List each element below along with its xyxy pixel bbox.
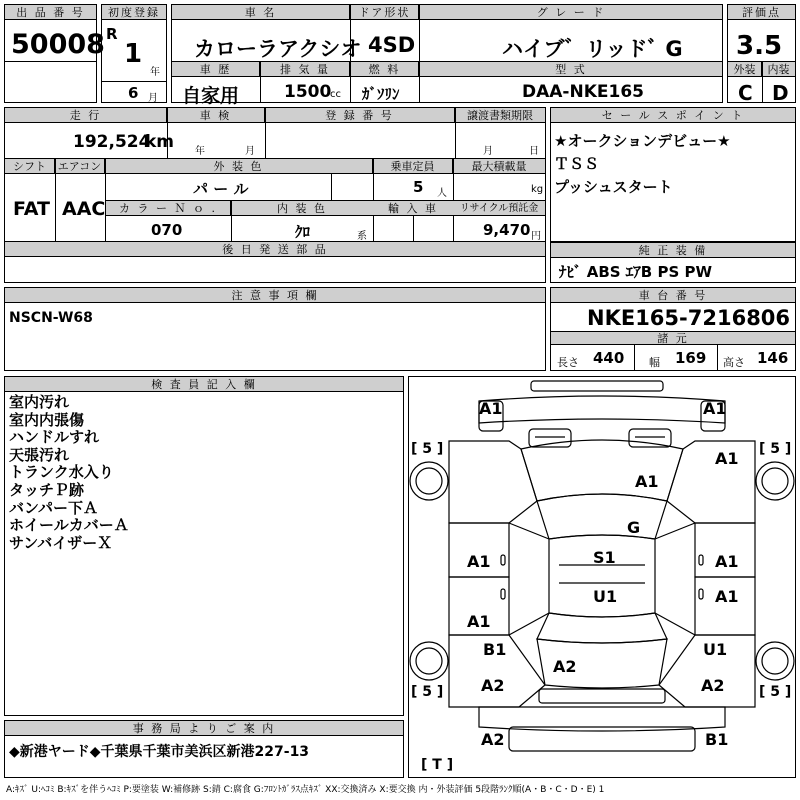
tire-mark-rear-right: [ 5 ]: [759, 684, 792, 700]
transfer-label: 譲渡書類期限: [455, 108, 545, 123]
tire-mark-rear-left: [ 5 ]: [411, 684, 444, 700]
fuel: ｶﾞｿﾘﾝ: [362, 85, 400, 103]
history: 自家用: [182, 85, 240, 107]
model-label: 型 式: [420, 62, 722, 77]
chassis-label: 車 台 番 号: [551, 288, 795, 303]
inspector-label: 検 査 員 記 入 欄: [5, 377, 403, 392]
office-box: [4, 720, 404, 778]
year-unit: 年: [150, 67, 160, 78]
sales-point-item: プッシュスタート: [554, 178, 673, 196]
recycle-unit: 円: [531, 231, 541, 242]
displacement: 1500: [284, 82, 332, 102]
later-parts-label: 後 日 発 送 部 品: [5, 242, 545, 257]
score: 3.5: [736, 31, 783, 61]
mark-bumper-left: A2: [481, 730, 505, 749]
ac-label: エアコン: [55, 159, 105, 174]
score-label: 評価点: [728, 5, 795, 20]
mark-front-right: A1: [703, 399, 727, 418]
recycle-label: リサイクル預託金: [453, 201, 545, 216]
length: 440: [593, 349, 625, 367]
inspector-item: トランク水入り: [9, 463, 114, 482]
load-unit: kg: [531, 184, 544, 195]
grade: ハイブ゛リッドﾞ G: [502, 37, 683, 61]
mark-front-left: A1: [479, 399, 503, 418]
sales-point-item: ★オークションデビュー★: [554, 132, 731, 150]
capacity-unit: 人: [437, 188, 447, 199]
mark-hood: A1: [635, 472, 659, 491]
chassis-number: NKE165-7216806: [587, 306, 791, 330]
int-score: D: [772, 81, 789, 105]
transfer-month-unit: 月: [483, 146, 493, 157]
score-box: [727, 4, 796, 103]
ext-score: C: [738, 81, 753, 105]
car-diagram: [409, 377, 795, 777]
width: 169: [675, 349, 707, 367]
sales-points-box: [550, 107, 796, 242]
mark-roof-rear: U1: [593, 587, 618, 606]
mark-right-rear-fender: U1: [703, 640, 728, 659]
recycle-amount: 9,470: [483, 221, 531, 239]
car-name: カローラアクシオ: [194, 37, 362, 61]
mark-trunk: A2: [553, 657, 577, 676]
grade-label: グ レ ー ド: [420, 5, 722, 20]
ext-color: パ ー ル: [193, 180, 249, 198]
era: R: [106, 25, 118, 43]
office-label: 事 務 局 よ り ご 案 内: [5, 721, 403, 736]
displacement-label: 排 気 量: [261, 62, 350, 77]
spec-box: [4, 107, 546, 283]
inspector-item: 室内汚れ: [9, 393, 70, 411]
inspector-item: ハンドルすれ: [9, 428, 100, 447]
insp-month-unit: 月: [245, 146, 255, 157]
regno-label: 登 録 番 号: [265, 108, 455, 123]
notes-value: NSCN-W68: [9, 310, 93, 326]
transfer-day-unit: 日: [529, 146, 539, 157]
inspector-item: バンパー下Ａ: [9, 498, 98, 517]
inspection-label: 車 検: [167, 108, 265, 123]
notes-box: [4, 287, 546, 371]
office-value: ◆新港ヤード◆千葉県千葉市美浜区新港227-13: [9, 744, 310, 760]
first-reg-label: 初度登録: [102, 5, 166, 20]
lot-box: [4, 4, 105, 103]
equipment-label: 純 正 装 備: [551, 243, 795, 258]
mark-left-rear-fender: B1: [483, 640, 507, 659]
sales-point-item: ＴＳＳ: [554, 155, 600, 173]
ac: AAC: [62, 198, 106, 220]
load-label: 最大積載量: [453, 159, 545, 174]
car-name-label: 車 名: [172, 5, 350, 20]
mileage-label: 走 行: [5, 108, 167, 123]
insp-year-unit: 年: [195, 146, 205, 157]
height-label: 高さ: [723, 356, 745, 369]
first-reg-box: [101, 4, 167, 103]
mark-rear-left: A2: [481, 676, 505, 695]
spare-tire-mark: [ T ]: [421, 757, 454, 773]
color-no: 070: [151, 221, 183, 239]
inspector-item: 室内内張傷: [9, 410, 85, 429]
inspector-item: タッチＰ跡: [9, 480, 85, 499]
model: DAA-NKE165: [522, 82, 644, 102]
mark-left-door-front: A1: [467, 552, 491, 571]
tire-mark-front-left: [ 5 ]: [411, 441, 444, 457]
height: 146: [757, 349, 789, 367]
door-type: 4SD: [368, 33, 416, 57]
lot-number: 50008: [11, 29, 105, 60]
int-color-label: 内 装 色: [231, 201, 373, 216]
lot-label: 出 品 番 号: [5, 5, 96, 20]
mark-roof: G: [627, 518, 641, 537]
capacity: 5: [413, 178, 424, 196]
ext-label: 外装: [728, 62, 762, 77]
inspector-item: サンバイザーＸ: [9, 533, 113, 552]
car-name-box: [171, 4, 723, 107]
dims-label: 諸 元: [551, 332, 795, 345]
mark-left-door-rear: A1: [467, 612, 491, 631]
month-unit: 月: [148, 93, 158, 104]
cc-unit: cc: [330, 89, 341, 100]
int-color-suffix: 系: [357, 231, 367, 242]
inspector-item: ホイールカバーＡ: [9, 516, 129, 535]
inspector-list: [9, 394, 129, 552]
reg-year: 1: [124, 39, 143, 69]
int-label: 内装: [762, 62, 795, 77]
equipment-box: [550, 242, 796, 283]
chassis-box: [550, 287, 796, 371]
shift-label: シフト: [5, 159, 55, 174]
inspector-box: [4, 376, 404, 716]
import-label: 輸 入 車: [373, 201, 453, 216]
mileage: 192,524: [73, 132, 151, 152]
ext-color-label: 外 装 色: [105, 159, 373, 174]
length-label: 長さ: [557, 356, 579, 369]
door-label: ドア形状: [351, 5, 419, 20]
tire-mark-front-right: [ 5 ]: [759, 441, 792, 457]
mark-fender-right: A1: [715, 449, 739, 468]
reg-month: 6: [128, 84, 139, 102]
width-label: 幅: [649, 356, 660, 369]
int-color: ｸﾛ: [295, 223, 311, 241]
car-diagram-box: [408, 376, 796, 778]
capacity-label: 乗車定員: [373, 159, 453, 174]
mark-right-door-rear: A1: [715, 587, 739, 606]
sales-points-label: セ ー ル ス ポ イ ン ト: [551, 108, 795, 123]
legend: A:ｷｽﾞ U:ﾍｺﾐ B:ｷｽﾞを伴うﾍｺﾐ P:要塗装 W:補修跡 S:錆 C:腐食 G:ﾌﾛﾝﾄｶﾞﾗｽ点ｷｽﾞ XX:交換済み X:要交換 内・外装評価 5段階ﾗﾝｸ順(A・B・C・D・E) 1: [6, 785, 605, 795]
mark-rear-right: A2: [701, 676, 725, 695]
equipment-value: ﾅﾋﾞ ABS ｴｱB PS PW: [559, 263, 713, 281]
shift: FAT: [13, 198, 50, 220]
inspector-item: 天張汚れ: [9, 445, 70, 464]
km-unit: km: [145, 132, 175, 152]
notes-label: 注 意 事 項 欄: [5, 288, 545, 303]
mark-bumper-right: B1: [705, 730, 729, 749]
mark-right-door-front: A1: [715, 552, 739, 571]
fuel-label: 燃 料: [351, 62, 419, 77]
mark-windshield: S1: [593, 548, 616, 567]
color-no-label: カ ラ ー Ｎ ｏ .: [106, 201, 231, 216]
history-label: 車 歴: [172, 62, 260, 77]
